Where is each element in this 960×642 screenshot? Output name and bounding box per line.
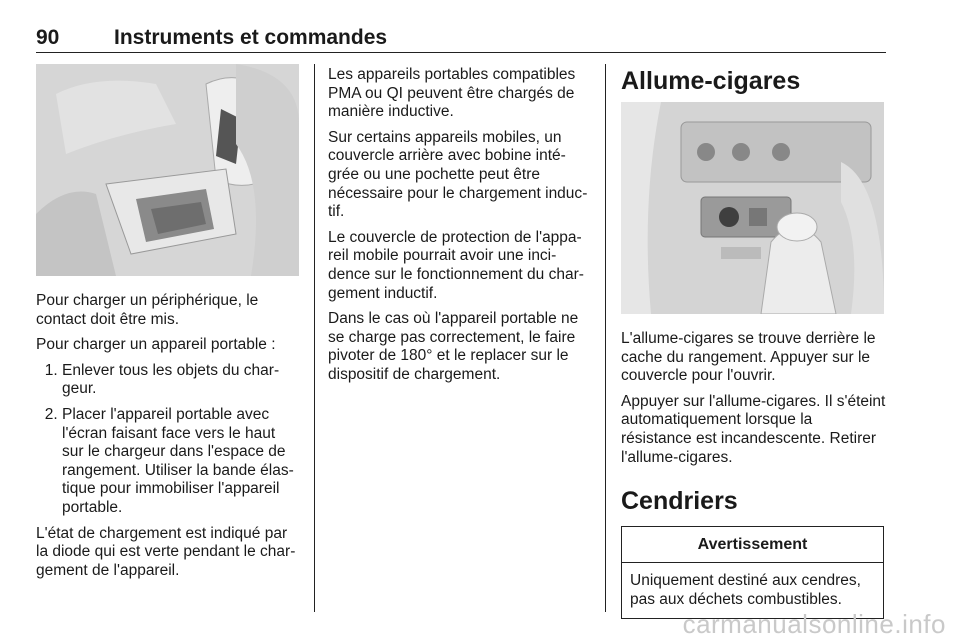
paragraph: L'état de chargement est indiqué par la diode qui est verte pendant le chargement de l'appareil. (36, 524, 296, 579)
warning-box (621, 526, 884, 619)
cigarette-lighter-illustration (621, 102, 884, 314)
page-number: 90 (36, 26, 60, 49)
list-item: 1. Enlever tous les objets du chargeur. (62, 362, 299, 399)
paragraph: Appuyer sur l'allume-cigares. Il s'éteint automatiquement lorsque la résistance est incandescente. Retirer l'allume-cigares. (621, 392, 886, 466)
page-header-title: Instruments et commandes (114, 26, 388, 49)
paragraph: Les appareils portables compatibles PMA ou QI peuvent être chargés de manière inductive. (328, 66, 576, 121)
paragraph: Pour charger un périphérique, le contact doit être mis. (36, 292, 259, 328)
warning-title: Avertissement (622, 527, 883, 563)
paragraph: L'allume-cigares se trouve derrière le cache du rangement. Appuyer sur le couvercle pour l'ouvrir. (621, 330, 876, 385)
warning-text: Uniquement destiné aux cendres, pas aux déchets combustibles. (630, 572, 861, 608)
left-column (36, 64, 299, 587)
section-heading: Allume-cigares (621, 67, 801, 95)
step-list (36, 362, 299, 518)
section-heading: Cendriers (621, 487, 738, 516)
wireless-charger-illustration (36, 64, 299, 276)
paragraph: Pour charger un appareil portable : (36, 336, 276, 354)
middle-column (328, 66, 591, 392)
paragraph: Le couvercle de protection de l'appareil mobile pourrait avoir une incidence sur le fonctionnement du chargement inductif. (328, 228, 584, 302)
list-item: 2. Placer l'appareil portable avec l'écran faisant face vers le haut sur le chargeur dans l'espace de rangement. Utiliser la bande élastique pour immobiliser l'appareil portable. (62, 406, 299, 518)
column-divider-left (314, 64, 315, 612)
paragraph: Dans le cas où l'appareil portable ne se charge pas correctement, le faire pivoter de 180° et le replacer sur le dispositif de chargement. (328, 310, 579, 383)
right-column (621, 66, 887, 619)
paragraph: Sur certains appareils mobiles, un couvercle arrière avec bobine intégrée ou une pochette peut être nécessaire pour le chargement inductif. (328, 128, 588, 221)
watermark: carmanualsonline.info (682, 609, 946, 639)
column-divider-right (605, 64, 606, 612)
header-rule (36, 52, 886, 53)
